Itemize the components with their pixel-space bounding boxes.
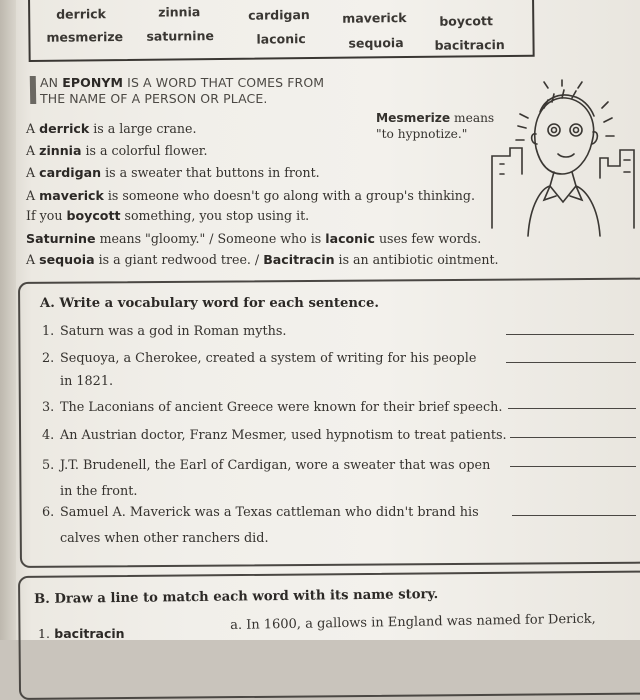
section-a-box bbox=[18, 278, 640, 568]
word-bank-item: cardigan bbox=[248, 7, 310, 23]
section-a-heading: A. Write a vocabulary word for each sentence. bbox=[40, 296, 379, 311]
answer-line-6[interactable] bbox=[512, 515, 636, 516]
mesmerize-callout-line1: Mesmerize means bbox=[376, 111, 495, 125]
question-5: 5. J.T. Brudenell, the Earl of Cardigan, wore a sweater that was open bbox=[42, 458, 491, 473]
word-bank-item: saturnine bbox=[146, 28, 214, 44]
word-bank-item: boycott bbox=[439, 13, 494, 29]
answer-line-4[interactable] bbox=[510, 437, 636, 438]
word-bank-item: bacitracin bbox=[434, 37, 505, 53]
answer-line-3[interactable] bbox=[508, 408, 636, 409]
question-2: 2. Sequoya, a Cherokee, created a system of writing for his people bbox=[42, 351, 477, 366]
match-option-a[interactable]: a. In 1600, a gallows in England was named for Derick, bbox=[230, 611, 596, 633]
answer-line-1[interactable] bbox=[506, 334, 634, 335]
definition-cardigan: A cardigan is a sweater that buttons in front. bbox=[26, 165, 320, 180]
question-1: 1. Saturn was a god in Roman myths. bbox=[42, 324, 287, 339]
answer-line-5[interactable] bbox=[510, 466, 636, 467]
eponym-heading-line1: AN EPONYM IS A WORD THAT COMES FROM bbox=[40, 75, 325, 90]
eponym-heading-line2: THE NAME OF A PERSON OR PLACE. bbox=[40, 91, 268, 106]
question-5-continued: in the front. bbox=[60, 484, 138, 499]
definition-maverick: A maverick is someone who doesn't go along with a group's thinking. bbox=[26, 188, 475, 203]
definition-sequoia-bacitracin: A sequoia is a giant redwood tree. / Bacitracin is an antibiotic ointment. bbox=[26, 252, 499, 267]
word-bank-item: zinnia bbox=[158, 4, 201, 20]
question-6: 6. Samuel A. Maverick was a Texas cattleman who didn't brand his bbox=[42, 505, 479, 520]
mesmerize-callout-line2: "to hypnotize." bbox=[376, 127, 468, 141]
word-bank-box bbox=[28, 0, 535, 62]
definition-saturnine-laconic: Saturnine means "gloomy." / Someone who is laconic uses few words. bbox=[26, 231, 482, 246]
word-bank-item: maverick bbox=[342, 10, 407, 26]
answer-line-2[interactable] bbox=[506, 362, 636, 363]
definition-zinnia: A zinnia is a colorful flower. bbox=[26, 143, 208, 158]
word-bank-item: derrick bbox=[56, 6, 107, 22]
heading-accent-bar bbox=[30, 76, 36, 104]
match-item-1[interactable]: 1. bacitracin bbox=[38, 626, 125, 641]
definition-boycott: If you boycott something, you stop using it. bbox=[26, 208, 310, 223]
word-bank-item: laconic bbox=[256, 31, 306, 47]
question-4: 4. An Austrian doctor, Franz Mesmer, used hypnotism to treat patients. bbox=[42, 428, 507, 443]
page-binding-shadow bbox=[0, 0, 16, 640]
word-bank-item: mesmerize bbox=[46, 29, 124, 45]
question-6-continued: calves when other ranchers did. bbox=[60, 531, 269, 546]
word-bank-item: sequoia bbox=[348, 35, 404, 51]
section-b-heading: B. Draw a line to match each word with its name story. bbox=[34, 587, 439, 607]
definition-derrick: A derrick is a large crane. bbox=[26, 121, 197, 136]
question-3: 3. The Laconians of ancient Greece were known for their brief speech. bbox=[42, 400, 503, 415]
question-2-continued: in 1821. bbox=[60, 374, 114, 389]
hypnotized-boy-illustration bbox=[488, 78, 640, 238]
